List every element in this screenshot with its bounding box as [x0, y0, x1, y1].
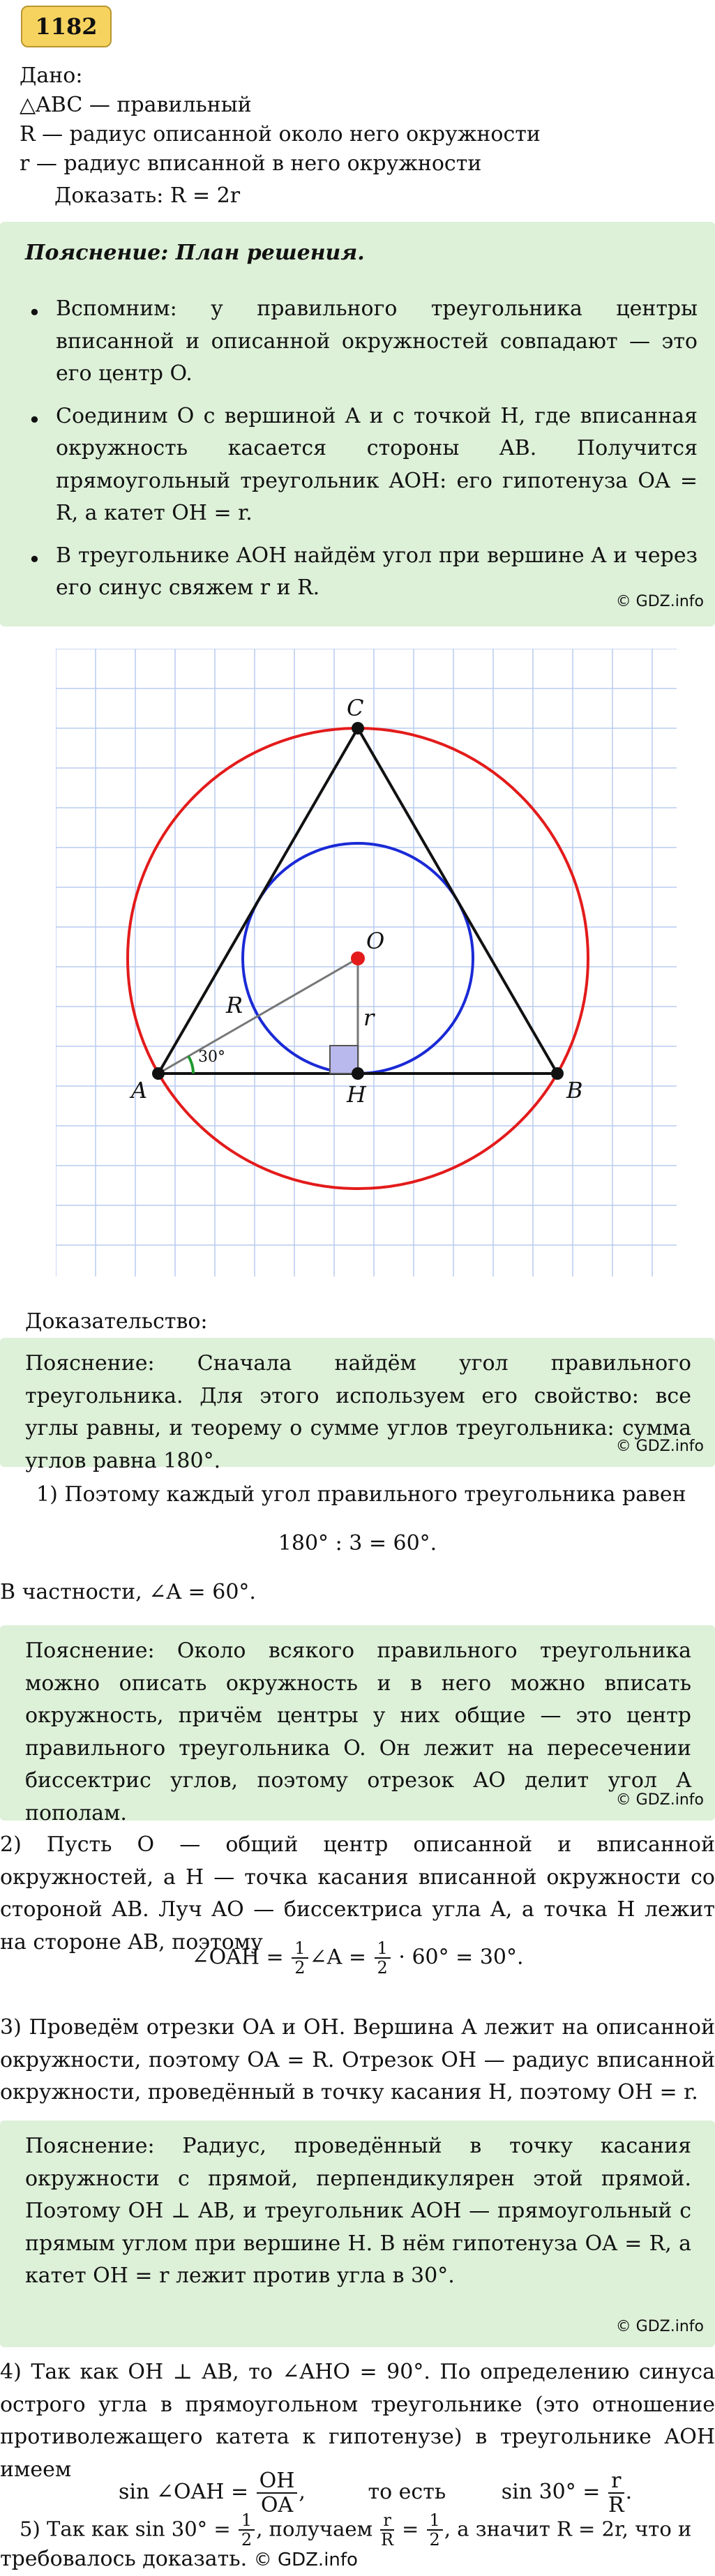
fraction-half: $\frac{1}{2}$ — [375, 1939, 391, 1978]
step-2-text: 2) Пусть O — общий центр описанной и вписанной окружностей, а H — точка касания вписанной окружности со стороной AB. Луч AO — биссектриса угла A, а точка H лежит на стороне AB, поэтому — [0, 1832, 715, 1954]
step-4-formula: sin ∠OAH = $\frac{OH}{OA}$ , то есть sin 30° = $\frac{r}{R}$ . — [119, 2469, 633, 2517]
bullet-icon: • — [28, 545, 41, 573]
angle-arc — [188, 1056, 193, 1074]
point-a — [152, 1067, 165, 1080]
note-2-text: Пояснение: Около всякого правильного треугольника можно описать окружность и в него можно вписать окружность, причём центры у них общие — это центр правильного треугольника O. Он лежит на пересечении биссектрис углов, поэтому отрезок AO делит угол A пополам. — [25, 1639, 691, 1825]
label-angle: 30° — [198, 1048, 225, 1066]
geometry-figure — [56, 649, 677, 1276]
copyright-label: © GDZ.info — [615, 1437, 704, 1455]
note-box-1 — [0, 1338, 715, 1473]
step-1-text: 1) Поэтому каждый угол правильного треугольника равен — [36, 1482, 686, 1507]
label-r-small: r — [363, 1004, 375, 1031]
given-title: Дано: — [20, 63, 83, 88]
copyright-label: © GDZ.info — [615, 2317, 704, 2335]
fraction-r-r: $\frac{r}{R}$ — [381, 2510, 394, 2550]
label-o: O — [366, 928, 385, 954]
fraction-half: $\frac{1}{2}$ — [427, 2511, 443, 2549]
copyright-label: © GDZ.info — [615, 592, 704, 610]
bullet-icon: • — [28, 406, 41, 433]
point-c — [352, 722, 364, 735]
label-r-big: R — [226, 992, 243, 1018]
point-b — [551, 1067, 564, 1080]
fraction-half: $\frac{1}{2}$ — [239, 2511, 255, 2549]
step-1-after: В частности, ∠A = 60°. — [0, 1580, 256, 1604]
label-c: C — [347, 695, 364, 721]
label-b: B — [566, 1077, 583, 1104]
step-3-text: 3) Проведём отрезки OA и OH. Вершина A лежит на описанной окружности, поэтому OA = R. Отрезок OH — радиус вписанной окружности, проведённый в точку касания H, поэтому OH = r. — [0, 2015, 715, 2104]
step-1-formula: 180° : 3 = 60°. — [278, 1531, 437, 1556]
prove-statement: Доказать: R = 2r — [54, 183, 241, 208]
step-5-line-2: требовалось доказать. © GDZ.info — [0, 2547, 358, 2571]
note-box-3 — [0, 2121, 715, 2347]
label-a: A — [131, 1077, 148, 1104]
proof-title: Доказательство: — [25, 1309, 208, 1334]
point-o — [351, 951, 365, 965]
note-1-text: Пояснение: Сначала найдём угол правильного треугольника. Для этого используем его свойство: все углы равны, и теорему о сумме углов треугольника: сумма углов равна 180°. — [25, 1351, 691, 1473]
fraction-half: $\frac{1}{2}$ — [292, 1939, 308, 1978]
plan-explanation-box — [0, 222, 715, 626]
bullet-icon: • — [28, 299, 41, 326]
given-line-1: △ABC — правильный — [20, 93, 252, 117]
label-h: H — [347, 1081, 366, 1108]
step-5-line-1: 5) Так как sin 30° = $\frac{1}{2}$ , получаем $\frac{r}{R}$ = $\frac{1}{2}$ , а значит R = 2r, что и — [20, 2510, 692, 2550]
plan-item: • Вспомним: у правильного треугольника центры вписанной и описанной окружностей совпадают — это его центр O. — [28, 296, 698, 386]
given-line-3: r — радиус вписанной в него окружности — [20, 151, 482, 176]
note-box-2 — [0, 1625, 715, 1825]
given-line-2: R — радиус описанной около него окружности — [20, 122, 541, 146]
note-3-text: Пояснение: Радиус, проведённый в точку касания окружности с прямой, перпендикулярен этой прямой. Поэтому OH ⊥ AB, и треугольник AOH — прямоугольный с прямым углом при вершине H. В нём гипотенуза OA = R, а катет OH = r лежит против угла в 30°. — [25, 2134, 691, 2288]
problem-number-badge: 1182 — [21, 6, 112, 47]
fraction-oh-oa: $\frac{OH}{OA}$ — [257, 2469, 298, 2517]
plan-item: • В треугольнике AOH найдём угол при вершине A и через его синус свяжем r и R. — [28, 543, 698, 600]
plan-heading: Пояснение: План решения. — [25, 241, 365, 265]
given-block — [20, 60, 689, 177]
fraction-r-r: $\frac{r}{R}$ — [608, 2469, 624, 2517]
copyright-label: © GDZ.info — [615, 1791, 704, 1809]
point-h — [352, 1067, 364, 1080]
plan-item: • Соединим O с вершиной A и с точкой H, где вписанная окружность касается стороны AB. Получится прямоугольный треугольник AOH: его гипотенуза OA = R, а катет OH = r. — [28, 403, 698, 525]
step-2-formula: ∠OAH = $\frac{1}{2}$ ∠A = $\frac{1}{2}$ · 60° = 30°. — [191, 1938, 524, 1978]
step-4-text: 4) Так как OH ⊥ AB, то ∠AHO = 90°. По определению синуса острого угла в прямоугольном треугольнике (это отношение противолежащего катета к гипотенузе) в треугольнике AOH имеем — [0, 2360, 715, 2482]
